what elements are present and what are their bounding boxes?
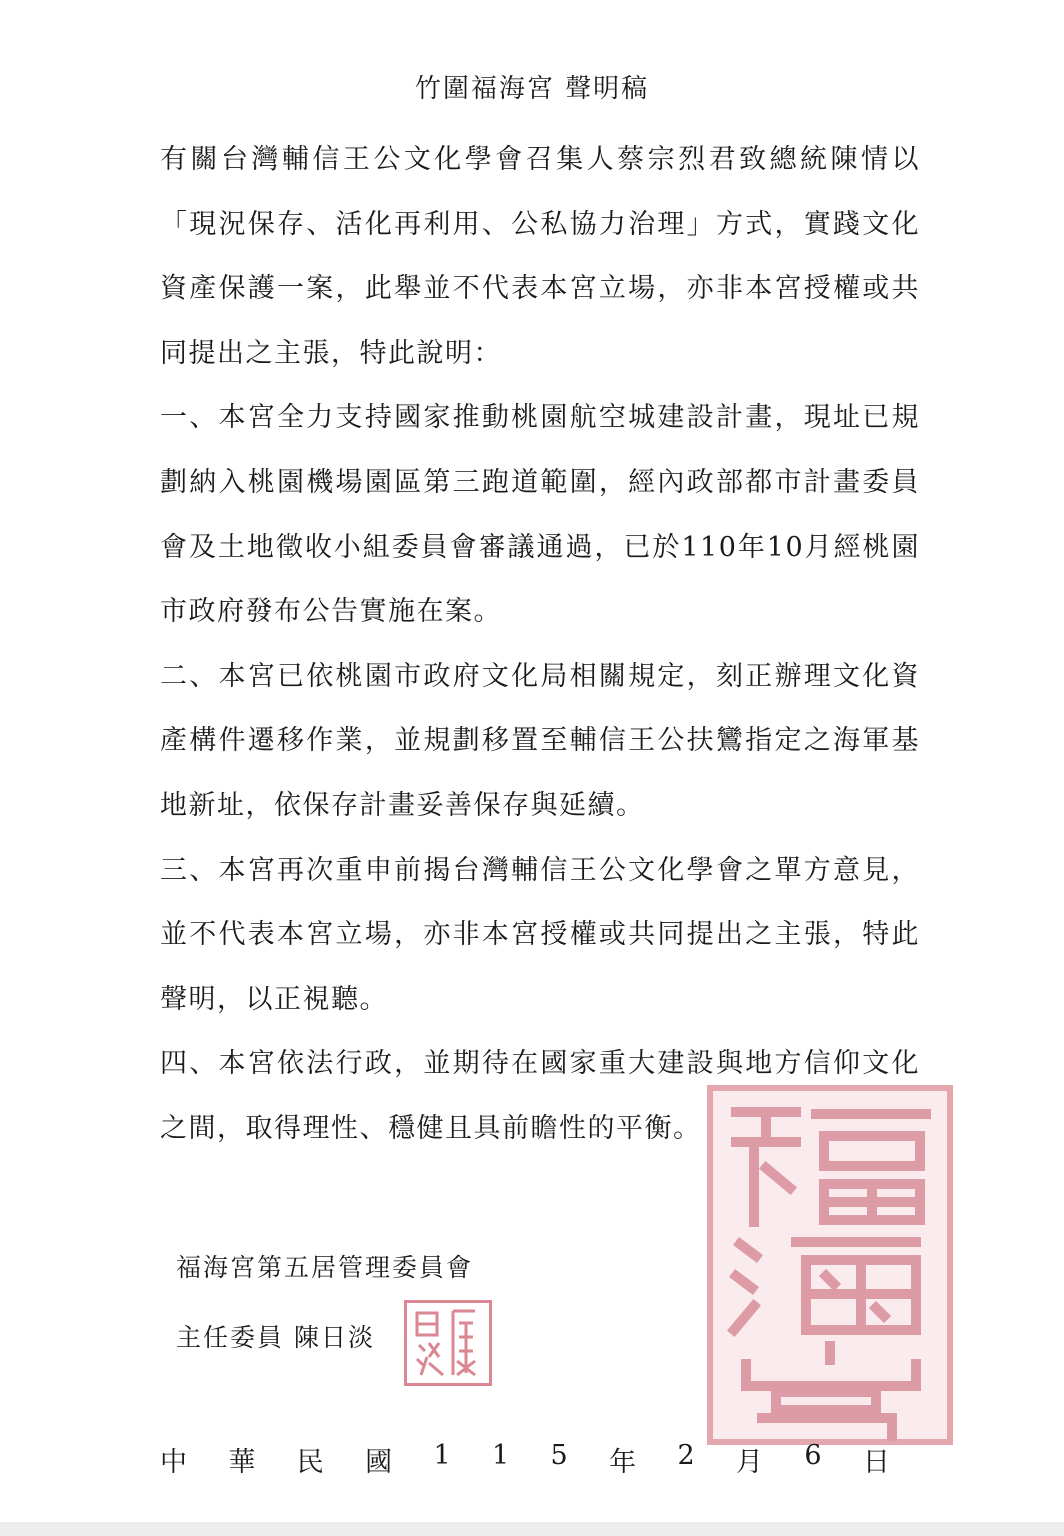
date-char: 年 — [609, 1447, 637, 1478]
statement-body — [160, 128, 920, 1162]
date-day: 6 — [804, 1440, 822, 1471]
document-title: 竹圍福海宮 聲明稿 — [414, 74, 650, 104]
date-year-digit: 5 — [550, 1440, 568, 1471]
personal-seal-stamp — [404, 1300, 492, 1386]
chair-name: 主任委員 陳日淡 — [176, 1323, 375, 1352]
issue-date — [160, 1440, 890, 1479]
temple-seal-stamp — [706, 1084, 954, 1446]
point-two-paragraph: 二、本宮已依桃園市政府文化局相關規定，刻正辦理文化資產構件遷移作業，並規劃移置至輔信王公扶鸞指定之海軍基地新址，依保存計畫妥善保存與延續。 — [160, 660, 920, 821]
date-char: 華 — [228, 1447, 256, 1478]
date-year-digit: 1 — [433, 1440, 451, 1471]
point-four-paragraph: 四、本宮依法行政，並期待在國家重大建設與地方信仰文化之間，取得理性、穩健且具前瞻性的平衡。 — [160, 1048, 920, 1144]
scan-bottom-edge — [0, 1522, 1064, 1536]
date-char: 國 — [365, 1447, 393, 1478]
date-char: 民 — [296, 1447, 324, 1478]
committee-name: 福海宮第五居管理委員會 — [176, 1253, 474, 1282]
date-year-digit: 1 — [491, 1440, 510, 1471]
intro-paragraph: 有關台灣輔信王公文化學會召集人蔡宗烈君致總統陳情以「現況保存、活化再利用、公私協力治理」方式，實踐文化資產保護一案，此舉並不代表本宮立場，亦非本宮授權或共同提出之主張，特此說明： — [160, 144, 920, 369]
point-one-paragraph: 一、本宮全力支持國家推動桃園航空城建設計畫，現址已規劃納入桃園機場園區第三跑道範圍，經內政部都市計畫委員會及土地徵收小組委員會審議通過，已於110年10月經桃園市政府發布公告實施在案。 — [160, 402, 920, 628]
date-char: 中 — [160, 1447, 187, 1478]
date-char: 月 — [735, 1447, 763, 1478]
date-month: 2 — [677, 1440, 695, 1471]
date-char: 日 — [862, 1447, 890, 1478]
point-three-paragraph: 三、本宮再次重申前揭台灣輔信王公文化學會之單方意見，並不代表本宮立場，亦非本宮授權或共同提出之主張，特此聲明，以正視聽。 — [160, 854, 920, 1015]
